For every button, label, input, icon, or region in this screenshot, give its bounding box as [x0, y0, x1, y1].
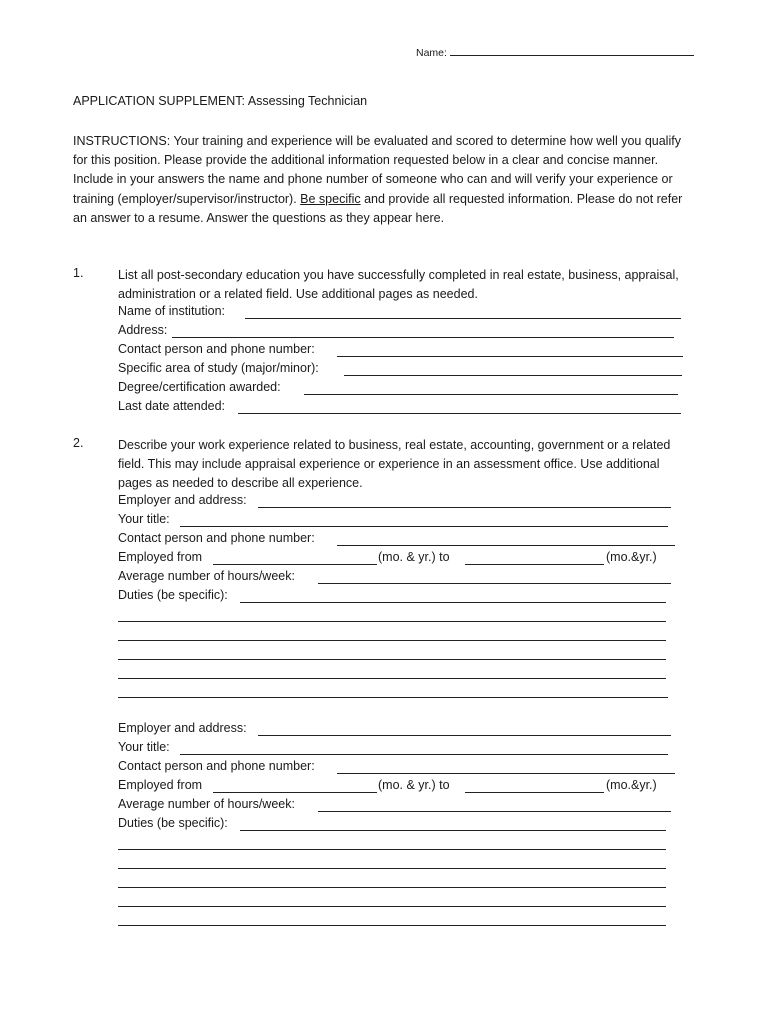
question-2-number: 2.: [73, 436, 84, 450]
emp1-title-blank[interactable]: [180, 526, 668, 527]
emp1-duties-label: Duties (be specific):: [118, 588, 228, 602]
emp2-duties-blank[interactable]: [240, 830, 666, 831]
emp1-duties-line[interactable]: [118, 678, 666, 679]
q1-area-of-study-label: Specific area of study (major/minor):: [118, 361, 319, 375]
q1-last-date-blank[interactable]: [238, 413, 681, 414]
instructions-emphasis: Be specific: [300, 191, 361, 206]
name-blank[interactable]: [450, 46, 694, 56]
emp1-hours-label: Average number of hours/week:: [118, 569, 295, 583]
emp2-title-label: Your title:: [118, 740, 170, 754]
name-label: Name:: [416, 47, 447, 59]
emp2-duties-label: Duties (be specific):: [118, 816, 228, 830]
emp1-hours-blank[interactable]: [318, 583, 671, 584]
emp1-duties-line[interactable]: [118, 659, 666, 660]
emp2-employer-blank[interactable]: [258, 735, 671, 736]
emp2-duties-line[interactable]: [118, 906, 666, 907]
emp2-duties-line[interactable]: [118, 868, 666, 869]
emp1-contact-blank[interactable]: [337, 545, 675, 546]
emp1-duties-line[interactable]: [118, 640, 666, 641]
emp1-employed-from-label: Employed from: [118, 550, 203, 564]
emp2-duties-line[interactable]: [118, 887, 666, 888]
q1-last-date-label: Last date attended:: [118, 399, 226, 413]
emp1-employer-label: Employer and address:: [118, 493, 247, 507]
page-title: APPLICATION SUPPLEMENT: Assessing Technician: [73, 94, 368, 108]
emp2-duties-line[interactable]: [118, 925, 666, 926]
q1-address-blank[interactable]: [172, 337, 674, 338]
emp2-duties-line[interactable]: [118, 849, 666, 850]
emp1-title-label: Your title:: [118, 512, 170, 526]
emp2-end-date-blank[interactable]: [465, 792, 604, 793]
q1-address-label: Address:: [118, 323, 168, 337]
emp1-duties-blank[interactable]: [240, 602, 666, 603]
emp1-duties-line[interactable]: [118, 621, 666, 622]
question-2-text: Describe your work experience related to business, real estate, accounting, government or a related field. This may include appraisal experience or experience in an assessment office. Use additional pages as needed to describe all experience.: [118, 438, 671, 490]
emp1-start-date-blank[interactable]: [213, 564, 377, 565]
emp2-hours-blank[interactable]: [318, 811, 671, 812]
emp2-contact-label: Contact person and phone number:: [118, 759, 315, 773]
emp2-start-date-blank[interactable]: [213, 792, 377, 793]
question-1-text: List all post-secondary education you have successfully completed in real estate, business, appraisal, administration or a related field. Use additional pages as needed.: [118, 268, 679, 301]
q1-contact-label: Contact person and phone number:: [118, 342, 315, 356]
q1-institution-blank[interactable]: [245, 318, 681, 319]
instructions-text-2: and provide all requested information. Please do not refer an answer to a resume. Answer the questions as they appear here.: [73, 191, 683, 225]
emp2-employed-from-label: Employed from: [118, 778, 203, 792]
q1-degree-blank[interactable]: [304, 394, 678, 395]
emp2-contact-blank[interactable]: [337, 773, 675, 774]
emp1-end-date-blank[interactable]: [465, 564, 604, 565]
name-field[interactable]: [416, 46, 694, 59]
question-1-number: 1.: [73, 266, 84, 280]
q1-area-of-study-blank[interactable]: [344, 375, 682, 376]
emp2-employer-label: Employer and address:: [118, 721, 247, 735]
emp2-mo-yr-end-label: (mo.&yr.): [606, 778, 657, 792]
emp1-contact-label: Contact person and phone number:: [118, 531, 315, 545]
q1-degree-label: Degree/certification awarded:: [118, 380, 281, 394]
emp2-mo-yr-to-label: (mo. & yr.) to: [378, 778, 450, 792]
q1-contact-blank[interactable]: [337, 356, 683, 357]
q1-institution-label: Name of institution:: [118, 304, 225, 318]
emp1-employer-blank[interactable]: [258, 507, 671, 508]
emp1-mo-yr-end-label: (mo.&yr.): [606, 550, 657, 564]
emp1-duties-line[interactable]: [118, 697, 668, 698]
instructions-text-1: INSTRUCTIONS: Your training and experience will be evaluated and scored to determine how well you qualify for this position. Please provide the additional information requested below in a clear and concise manner. Include in your answers the name and phone number of someone who can and will verify your experience or training (employer/supervisor/instructor).: [73, 134, 681, 206]
emp2-hours-label: Average number of hours/week:: [118, 797, 295, 811]
emp2-title-blank[interactable]: [180, 754, 668, 755]
emp1-mo-yr-to-label: (mo. & yr.) to: [378, 550, 450, 564]
instructions-paragraph: [73, 132, 695, 228]
